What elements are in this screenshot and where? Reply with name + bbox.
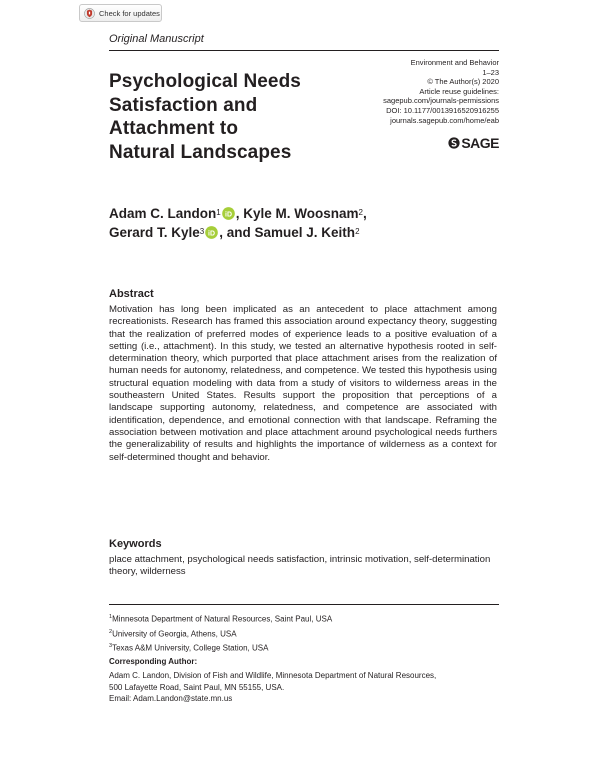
author-affiliation-mark: 2 <box>358 208 363 217</box>
publisher-name: SAGE <box>461 135 499 151</box>
title-line: Natural Landscapes <box>109 141 292 163</box>
article-title <box>109 70 329 164</box>
footnote-divider <box>109 604 499 605</box>
affiliation-number: 2 <box>109 628 113 635</box>
journal-home-link[interactable]: journals.sagepub.com/home/eab <box>390 115 499 125</box>
affiliations <box>109 611 332 655</box>
page-range: 1–23 <box>482 67 499 77</box>
keywords-text: place attachment, psychological needs satisfaction, intrinsic motivation, self-determination theory, wilderness <box>109 554 491 578</box>
affiliation-number: 1 <box>109 614 113 620</box>
reuse-link[interactable]: sagepub.com/journals-permissions <box>383 96 499 106</box>
sage-logo-icon <box>448 137 460 149</box>
keywords-heading: Keywords <box>109 538 162 550</box>
doi-link[interactable]: DOI: 10.1177/0013916520916255 <box>386 105 499 115</box>
author-affiliation-mark: 2 <box>355 227 360 236</box>
orcid-icon[interactable] <box>205 226 218 239</box>
affiliation-number: 3 <box>109 643 113 650</box>
title-line: Psychological Needs <box>109 71 301 92</box>
svg-text:iD: iD <box>224 211 232 219</box>
author-name[interactable]: Samuel J. Keith <box>254 225 356 240</box>
author-name[interactable]: Adam C. Landon <box>109 206 217 221</box>
check-for-updates-button[interactable] <box>79 4 162 22</box>
reuse-label: Article reuse guidelines: <box>419 86 499 96</box>
article-type-label: Original Manuscript <box>109 33 204 45</box>
copyright-line: © The Author(s) 2020 <box>427 77 499 87</box>
title-line: Satisfaction and <box>109 94 258 116</box>
author-separator: , and <box>219 225 255 240</box>
journal-name: Environment and Behavior <box>410 58 499 67</box>
author-list <box>109 204 509 242</box>
affiliation-text: Minnesota Department of Natural Resources, Saint Paul, USA <box>112 614 333 624</box>
svg-text:iD: iD <box>208 230 216 238</box>
corresponding-author-details <box>109 670 436 705</box>
affiliation-item <box>109 626 332 641</box>
affiliation-item <box>109 640 332 655</box>
author-name[interactable]: Gerard T. Kyle <box>109 225 200 240</box>
author-affiliation-mark: 1 <box>216 208 221 217</box>
affiliation-item <box>109 611 332 626</box>
header-divider <box>109 50 499 51</box>
check-for-updates-icon <box>84 8 95 19</box>
abstract-text: Motivation has long been implicated as an antecedent to place attachment among recreationists. Research has framed this association around expectancy theory, suggesting that the realization of preferred modes of experience leads to a positive evaluation of a setting (i.e., attachment). In this study, we tested an alternative hypothesis rooted in self-determination theory, which purported that place attachment arises from the realization of human needs for autonomy, relatedness, and competence. We tested this hypothesis using structural equation modeling with data from a study of visitors to wilderness areas in the southeastern United States. Results support the proposition that perceptions of a landscape supporting autonomy, relatedness, and competence are associated with identification, dependence, and emotional connection with that landscape. Reframing the association between motivation and place attachment around psychological needs furthers the generalizability of results and highlights the importance of wilderness as a context for self-determined thought and behavior. <box>109 304 497 463</box>
author-separator: , <box>235 206 244 221</box>
publisher-logo <box>448 135 499 151</box>
author-separator: , <box>362 206 367 221</box>
author-name[interactable]: Kyle M. Woosnam <box>243 206 359 221</box>
corresponding-author-heading: Corresponding Author: <box>109 657 198 666</box>
affiliation-text: University of Georgia, Athens, USA <box>112 629 237 639</box>
abstract-heading: Abstract <box>109 288 154 300</box>
author-affiliation-mark: 3 <box>199 227 205 236</box>
journal-metadata <box>383 58 499 125</box>
check-for-updates-label: Check for updates <box>99 8 160 18</box>
corresponding-address-line: 500 Lafayette Road, Saint Paul, MN 55155, USA. <box>109 682 285 692</box>
orcid-icon[interactable] <box>222 207 235 220</box>
affiliation-text: Texas A&M University, College Station, USA <box>112 643 269 653</box>
corresponding-email[interactable]: Email: Adam.Landon@state.mn.us <box>109 694 233 703</box>
corresponding-address-line: Adam C. Landon, Division of Fish and Wildlife, Minnesota Department of Natural Resources, <box>109 671 437 680</box>
title-line: Attachment to <box>109 118 239 139</box>
